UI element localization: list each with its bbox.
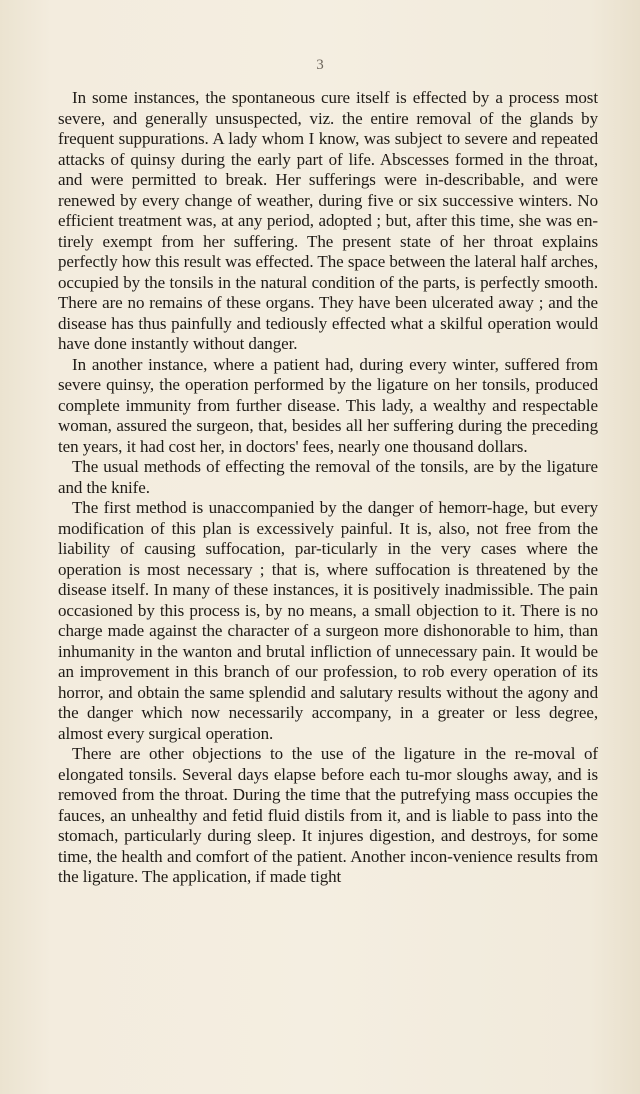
paragraph: The usual methods of effecting the removal of the tonsils, are by the ligature and the knife.	[58, 457, 598, 497]
page-number: 3	[316, 57, 324, 73]
paragraph: The first method is unaccompanied by the danger of hemorr-hage, but every modification of this plan is excessively painful. It is, also, not free from the liability of causing suffocation, par-ticularly in the very cases where the operation is most necessary ; that is, where suffocation is threatened by the disease itself. In many of these instances, it is positively inadmissible. The pain occasioned by this process is, by no means, a small objection to it. There is no charge made against the character of a surgeon more dishonorable to him, than inhumanity in the wanton and brutal infliction of unnecessary pain. It would be an improvement in this branch of our profession, to rob every operation of its horror, and obtain the same splendid and salutary results without the agony and the danger which now necessarily accompany, in a greater or less degree, almost every surgical operation.	[58, 498, 598, 743]
paragraph: There are other objections to the use of the ligature in the re-moval of elongated tonsils. Several days elapse before each tu-mor sloughs away, and is removed from the throat. During the time that the putrefying mass occupies the fauces, an unhealthy and fetid fluid distils from it, and is liable to pass into the stomach, particularly during sleep. It injures digestion, and destroys, for some time, the health and comfort of the patient. Another incon-venience results from the ligature. The application, if made tight	[58, 744, 598, 886]
paragraph: In some instances, the spontaneous cure itself is effected by a process most severe, and generally unsuspected, viz. the entire removal of the glands by frequent suppurations. A lady whom I know, was subject to severe and repeated attacks of quinsy during the early part of life. Abscesses formed in the throat, and were permitted to break. Her sufferings were in-describable, and were renewed by every change of weather, during five or six successive winters. No efficient treatment was, at any period, adopted ; but, after this time, she was en-tirely exempt from her suffering. The present state of her throat explains perfectly how this result was effected. The space between the lateral half arches, occupied by the tonsils in the natural condition of the parts, is perfectly smooth. There are no remains of these organs. They have been ulcerated away ; and the disease has thus painfully and tediously effected what a skilful operation would have done instantly without danger.	[58, 88, 598, 353]
page-body	[58, 88, 598, 888]
paragraph: In another instance, where a patient had, during every winter, suffered from severe quinsy, the operation performed by the ligature on her tonsils, produced complete immunity from further disease. This lady, a wealthy and respectable woman, assured the surgeon, that, besides all her suffering during the preceding ten years, it had cost her, in doctors' fees, nearly one thousand dollars.	[58, 354, 598, 456]
